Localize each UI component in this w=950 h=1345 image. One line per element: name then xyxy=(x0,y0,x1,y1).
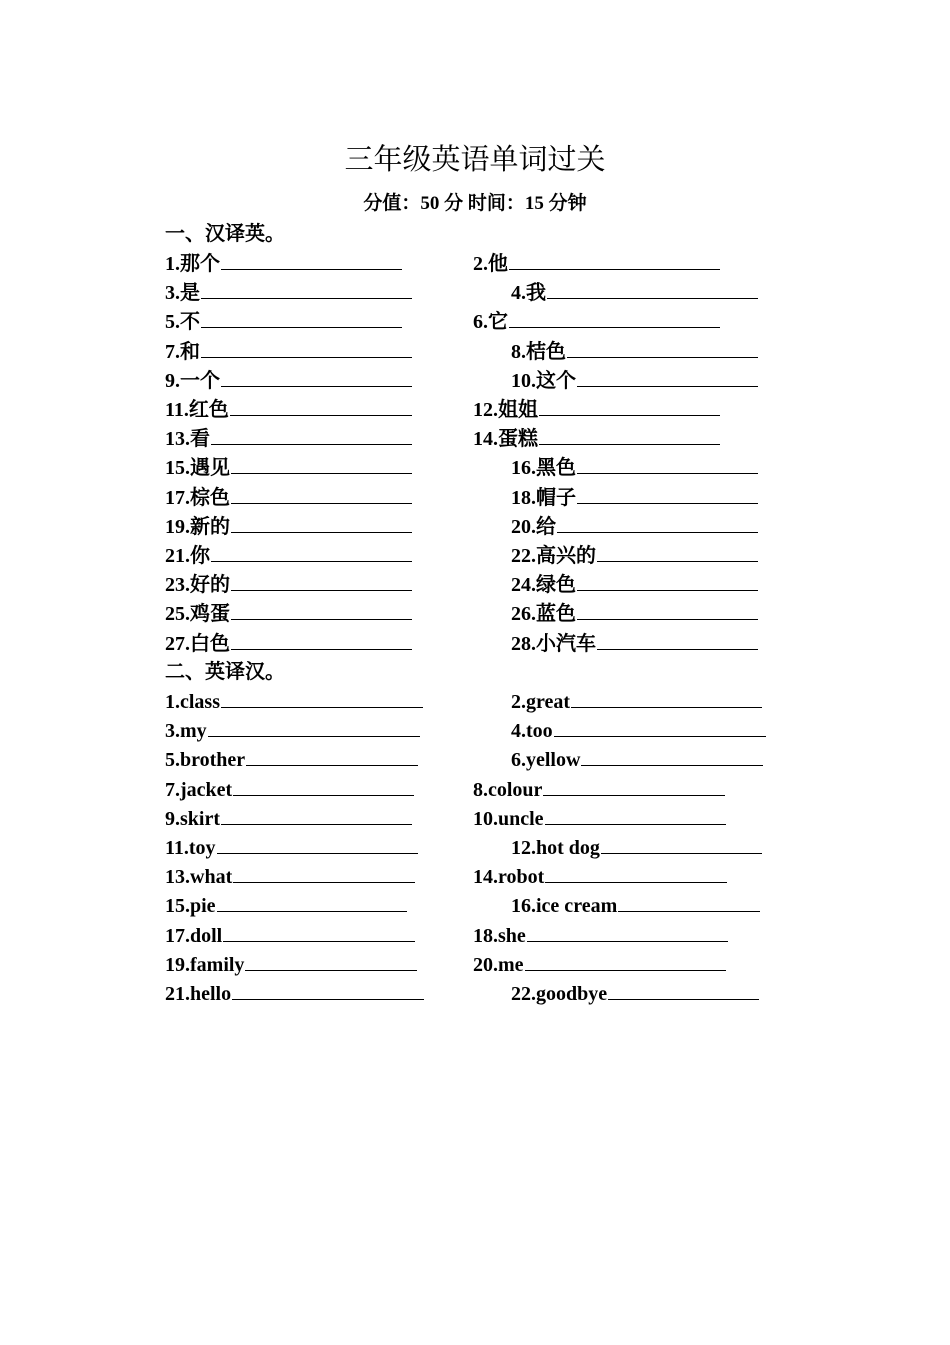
question-label: 19.新的 xyxy=(165,515,230,538)
question-label: 8.colour xyxy=(473,778,543,801)
question-label: 6.yellow xyxy=(511,749,581,772)
question-item xyxy=(165,395,412,425)
question-row xyxy=(0,716,950,745)
question-row xyxy=(0,424,950,453)
question-item xyxy=(473,775,725,805)
answer-blank[interactable] xyxy=(232,979,424,1000)
question-row xyxy=(0,453,950,482)
question-label: 18.帽子 xyxy=(511,486,576,509)
question-row xyxy=(0,541,950,570)
question-label: 17.doll xyxy=(165,924,223,947)
answer-blank[interactable] xyxy=(577,366,758,387)
question-label: 22.goodbye xyxy=(511,983,608,1005)
question-label: 15.pie xyxy=(165,895,216,918)
question-row xyxy=(0,512,950,541)
answer-blank[interactable] xyxy=(246,745,418,766)
question-label: 21.你 xyxy=(165,545,210,567)
question-item xyxy=(511,453,758,483)
question-item xyxy=(511,629,758,659)
question-row xyxy=(0,833,950,862)
question-item xyxy=(511,278,758,308)
question-item xyxy=(165,599,412,629)
question-label: 14.robot xyxy=(473,866,545,889)
question-row xyxy=(0,687,950,716)
section-1-heading: 一、汉译英。 xyxy=(165,223,285,245)
question-item xyxy=(473,862,727,892)
answer-blank[interactable] xyxy=(577,483,758,504)
answer-blank[interactable] xyxy=(231,453,412,474)
question-label: 16.黑色 xyxy=(511,457,576,480)
question-item xyxy=(511,512,758,542)
answer-blank[interactable] xyxy=(221,366,412,387)
question-label: 2.他 xyxy=(473,253,508,275)
question-item xyxy=(473,424,720,454)
answer-blank[interactable] xyxy=(221,249,402,270)
answer-blank[interactable] xyxy=(509,307,720,328)
question-item xyxy=(473,307,720,337)
question-label: 12.hot dog xyxy=(511,837,600,859)
question-item xyxy=(473,804,726,834)
answer-blank[interactable] xyxy=(547,278,758,299)
question-label: 27.白色 xyxy=(165,632,230,655)
answer-blank[interactable] xyxy=(545,862,727,883)
question-label: 5.不 xyxy=(165,311,200,334)
answer-blank[interactable] xyxy=(231,483,412,504)
question-label: 1.那个 xyxy=(165,253,220,275)
answer-blank[interactable] xyxy=(231,570,412,591)
question-row xyxy=(0,366,950,395)
answer-blank[interactable] xyxy=(545,804,726,825)
answer-blank[interactable] xyxy=(581,745,763,766)
question-label: 22.高兴的 xyxy=(511,545,596,567)
question-item xyxy=(165,366,412,396)
page-title: 三年级英语单词过关 xyxy=(344,144,606,176)
question-label: 17.棕色 xyxy=(165,486,230,509)
question-row xyxy=(0,804,950,833)
question-item xyxy=(511,570,758,600)
question-label: 20.me xyxy=(473,953,524,976)
question-row xyxy=(0,862,950,891)
question-row xyxy=(0,891,950,920)
question-item xyxy=(511,891,760,921)
answer-blank[interactable] xyxy=(211,541,412,562)
question-label: 18.she xyxy=(473,924,526,947)
question-item xyxy=(165,804,412,834)
question-item xyxy=(165,483,412,513)
question-item xyxy=(165,979,424,1009)
answer-blank[interactable] xyxy=(539,395,720,416)
question-label: 28.小汽车 xyxy=(511,632,596,655)
question-label: 14.蛋糕 xyxy=(473,428,538,451)
answer-blank[interactable] xyxy=(527,921,728,942)
question-item xyxy=(165,512,412,542)
question-row xyxy=(0,629,950,658)
question-row xyxy=(0,307,950,336)
answer-blank[interactable] xyxy=(233,862,415,883)
answer-blank[interactable] xyxy=(231,629,412,650)
question-label: 16.ice cream xyxy=(511,895,618,918)
answer-blank[interactable] xyxy=(231,512,412,533)
answer-blank[interactable] xyxy=(201,307,402,328)
answer-blank[interactable] xyxy=(608,979,759,1000)
answer-blank[interactable] xyxy=(221,804,412,825)
question-row xyxy=(0,921,950,950)
answer-blank[interactable] xyxy=(223,921,415,942)
question-item xyxy=(165,716,420,746)
answer-blank[interactable] xyxy=(211,424,412,445)
answer-blank[interactable] xyxy=(577,453,758,474)
question-row xyxy=(0,775,950,804)
question-label: 24.绿色 xyxy=(511,574,576,597)
question-row xyxy=(0,950,950,979)
question-label: 6.它 xyxy=(473,311,508,334)
answer-blank[interactable] xyxy=(230,395,412,416)
question-row xyxy=(0,483,950,512)
answer-blank[interactable] xyxy=(577,599,758,620)
answer-blank[interactable] xyxy=(618,891,760,912)
question-item xyxy=(511,833,762,863)
question-label: 11.红色 xyxy=(165,399,229,421)
answer-blank[interactable] xyxy=(245,950,417,971)
question-item xyxy=(165,921,415,951)
question-item xyxy=(473,249,720,279)
question-item xyxy=(165,891,407,921)
question-item xyxy=(511,687,762,717)
question-label: 3.是 xyxy=(165,282,200,305)
question-label: 10.这个 xyxy=(511,369,576,392)
answer-blank[interactable] xyxy=(557,512,758,533)
question-item xyxy=(511,745,763,775)
question-label: 21.hello xyxy=(165,983,232,1005)
question-row xyxy=(0,337,950,366)
answer-blank[interactable] xyxy=(231,599,412,620)
question-row xyxy=(0,249,950,278)
question-label: 11.toy xyxy=(165,837,216,859)
question-item xyxy=(165,687,423,717)
question-label: 15.遇见 xyxy=(165,457,230,480)
question-row xyxy=(0,979,950,1008)
question-label: 13.看 xyxy=(165,428,210,451)
question-label: 7.jacket xyxy=(165,778,233,801)
question-label: 12.姐姐 xyxy=(473,399,538,421)
question-label: 26.蓝色 xyxy=(511,603,576,626)
question-item xyxy=(165,249,402,279)
answer-blank[interactable] xyxy=(233,775,414,796)
answer-blank[interactable] xyxy=(597,541,758,562)
question-item xyxy=(473,395,720,425)
question-item xyxy=(511,599,758,629)
question-label: 9.一个 xyxy=(165,369,220,392)
score-time-info: 分值：50 分 时间：15 分钟 xyxy=(363,193,587,214)
question-label: 9.skirt xyxy=(165,807,220,830)
question-item xyxy=(165,570,412,600)
question-item xyxy=(473,950,726,980)
question-item xyxy=(165,833,418,863)
question-item xyxy=(511,979,759,1009)
answer-blank[interactable] xyxy=(577,570,758,591)
answer-blank[interactable] xyxy=(539,424,720,445)
answer-blank[interactable] xyxy=(208,716,420,737)
answer-blank[interactable] xyxy=(201,337,412,358)
answer-blank[interactable] xyxy=(597,629,758,650)
question-label: 7.和 xyxy=(165,340,200,363)
answer-blank[interactable] xyxy=(571,687,762,708)
question-item xyxy=(511,483,758,513)
question-label: 19.family xyxy=(165,953,245,976)
question-item xyxy=(165,453,412,483)
question-label: 25.鸡蛋 xyxy=(165,603,230,626)
answer-blank[interactable] xyxy=(509,249,720,270)
question-item xyxy=(165,745,418,775)
question-label: 23.好的 xyxy=(165,574,230,597)
question-item xyxy=(511,541,758,571)
answer-blank[interactable] xyxy=(525,950,726,971)
answer-blank[interactable] xyxy=(543,775,725,796)
question-label: 8.桔色 xyxy=(511,340,566,363)
question-row xyxy=(0,745,950,774)
question-row xyxy=(0,278,950,307)
question-label: 4.我 xyxy=(511,282,546,305)
answer-blank[interactable] xyxy=(217,833,418,854)
answer-blank[interactable] xyxy=(217,891,407,912)
question-label: 13.what xyxy=(165,866,233,889)
question-label: 1.class xyxy=(165,691,220,713)
question-item xyxy=(511,337,758,367)
question-label: 10.uncle xyxy=(473,807,544,830)
question-item xyxy=(473,921,728,951)
question-item xyxy=(165,307,402,337)
question-item xyxy=(165,424,412,454)
question-item xyxy=(511,716,766,746)
question-item xyxy=(511,366,758,396)
question-row xyxy=(0,599,950,628)
answer-blank[interactable] xyxy=(554,716,766,737)
question-row xyxy=(0,570,950,599)
question-item xyxy=(165,278,412,308)
section-2-heading: 二、英译汉。 xyxy=(165,661,285,683)
question-label: 4.too xyxy=(511,720,553,743)
question-item xyxy=(165,775,414,805)
answer-blank[interactable] xyxy=(567,337,758,358)
question-label: 5.brother xyxy=(165,749,246,772)
answer-blank[interactable] xyxy=(601,833,762,854)
question-item xyxy=(165,337,412,367)
question-item xyxy=(165,862,415,892)
question-item xyxy=(165,950,417,980)
question-row xyxy=(0,395,950,424)
answer-blank[interactable] xyxy=(221,687,423,708)
question-label: 2.great xyxy=(511,691,571,713)
question-item xyxy=(165,541,412,571)
question-item xyxy=(165,629,412,659)
question-label: 3.my xyxy=(165,720,207,743)
answer-blank[interactable] xyxy=(201,278,412,299)
question-label: 20.给 xyxy=(511,515,556,538)
